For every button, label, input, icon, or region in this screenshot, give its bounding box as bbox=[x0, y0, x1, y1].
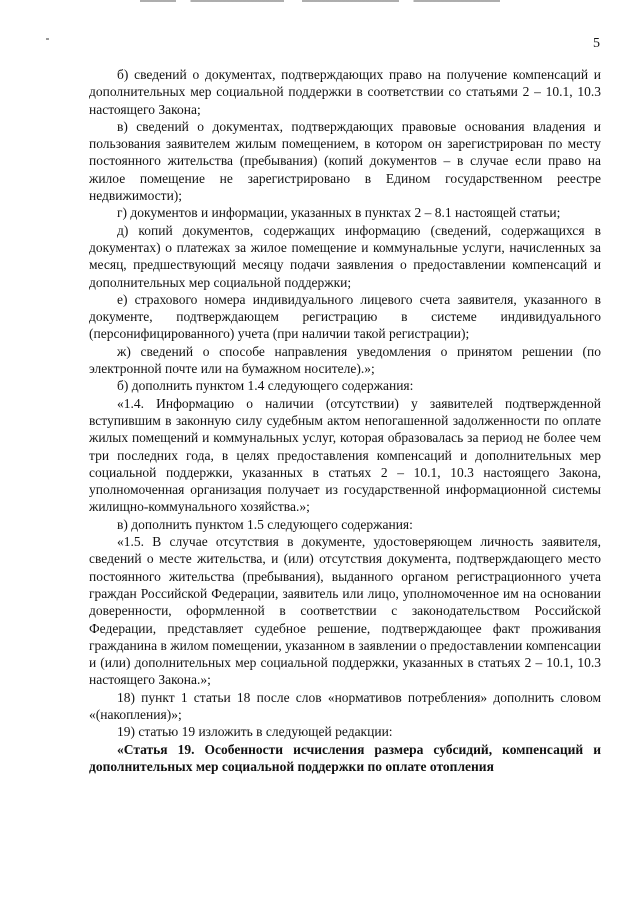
paragraph-item-19: 19) статью 19 изложить в следующей редакции: bbox=[117, 724, 393, 740]
paragraph-add-clause-1-4: б) дополнить пунктом 1.4 следующего содержания: bbox=[117, 378, 414, 394]
article-19-heading: «Статья 19. Особенности исчисления размера субсидий, компенсаций и дополнительных мер социальной поддержки по оплате отопления bbox=[89, 741, 601, 774]
document-body bbox=[89, 66, 601, 775]
page-number: 5 bbox=[593, 36, 600, 51]
scan-top-edge-marks bbox=[140, 0, 500, 2]
paragraph-item-zh-notification-method: ж) сведений о способе направления уведомления о принятом решении (по электронной почте или на бумажном носителе).»; bbox=[89, 343, 601, 377]
paragraph-clause-1-5-text: «1.5. В случае отсутствия в документе, удостоверяющем личность заявителя, сведений о месте жительства, и (или) отсутствия документа, подтверждающего место постоянного жительства (пребывания), выданного органом регистрационного учета граждан Российской Федерации, заявитель или лицо, уполномоченное им на основании доверенности, оформленной в соответствии с законодательством Российской Федерации, представляет судебное решение, подтверждающее факт проживания гражданина в жилом помещении, указанном в заявлении о предоставлении компенсации и (или) дополнительных мер социальной поддержки, указанных в статьях 2 – 10.1, 10.3 настоящего Закона.»; bbox=[89, 534, 601, 688]
paragraph-item-18: 18) пункт 1 статьи 18 после слов «нормативов потребления» дополнить словом «(накопления)»; bbox=[89, 689, 601, 722]
paragraph-item-e-insurance-number: е) страхового номера индивидуального лицевого счета заявителя, указанного в документе, подтверждающем регистрацию в системе индивидуального (персонифицированного) учета (при наличии такой регистрации); bbox=[89, 291, 601, 342]
paragraph-item-b-documents: б) сведений о документах, подтверждающих право на получение компенсаций и дополнительных мер социальной поддержки в соответствии со статьями 2 – 10.1, 10.3 настоящего Закона; bbox=[89, 67, 601, 117]
paragraph-item-d-payment-copies: д) копий документов, содержащих информацию (сведений, содержащихся в документах) о платежах за жилое помещение и коммунальные услуги, начисленных за месяц, предшествующий месяцу подачи заявления о предоставлении компенсаций и дополнительных мер социальной поддержки; bbox=[89, 222, 601, 290]
scan-artifact-dot bbox=[46, 38, 49, 40]
paragraph-item-v-housing-rights: в) сведений о документах, подтверждающих правовые основания владения и пользования заявителем жилым помещением, в котором он зарегистрирован по месту постоянного жительства (пребывания) (копий документов – в случае если право на жилое помещение не зарегистрировано в Едином государственном реестре недвижимости); bbox=[89, 118, 601, 204]
paragraph-item-g-documents-info: г) документов и информации, указанных в пунктах 2 – 8.1 настоящей статьи; bbox=[117, 205, 561, 221]
paragraph-add-clause-1-5: в) дополнить пунктом 1.5 следующего содержания: bbox=[117, 516, 413, 532]
paragraph-clause-1-4-text: «1.4. Информацию о наличии (отсутствии) у заявителей подтвержденной вступившим в законную силу судебным актом непогашенной задолженности по оплате жилых помещений и коммунальных услуг, которая образовалась за период не более чем три последних года, в целях предоставления компенсаций и дополнительных мер социальной поддержки, указанных в статьях 2 – 10.1, 10.3 настоящего Закона, уполномоченная организация получает из государственной информационной системы жилищно-коммунального хозяйства.»; bbox=[89, 395, 601, 515]
